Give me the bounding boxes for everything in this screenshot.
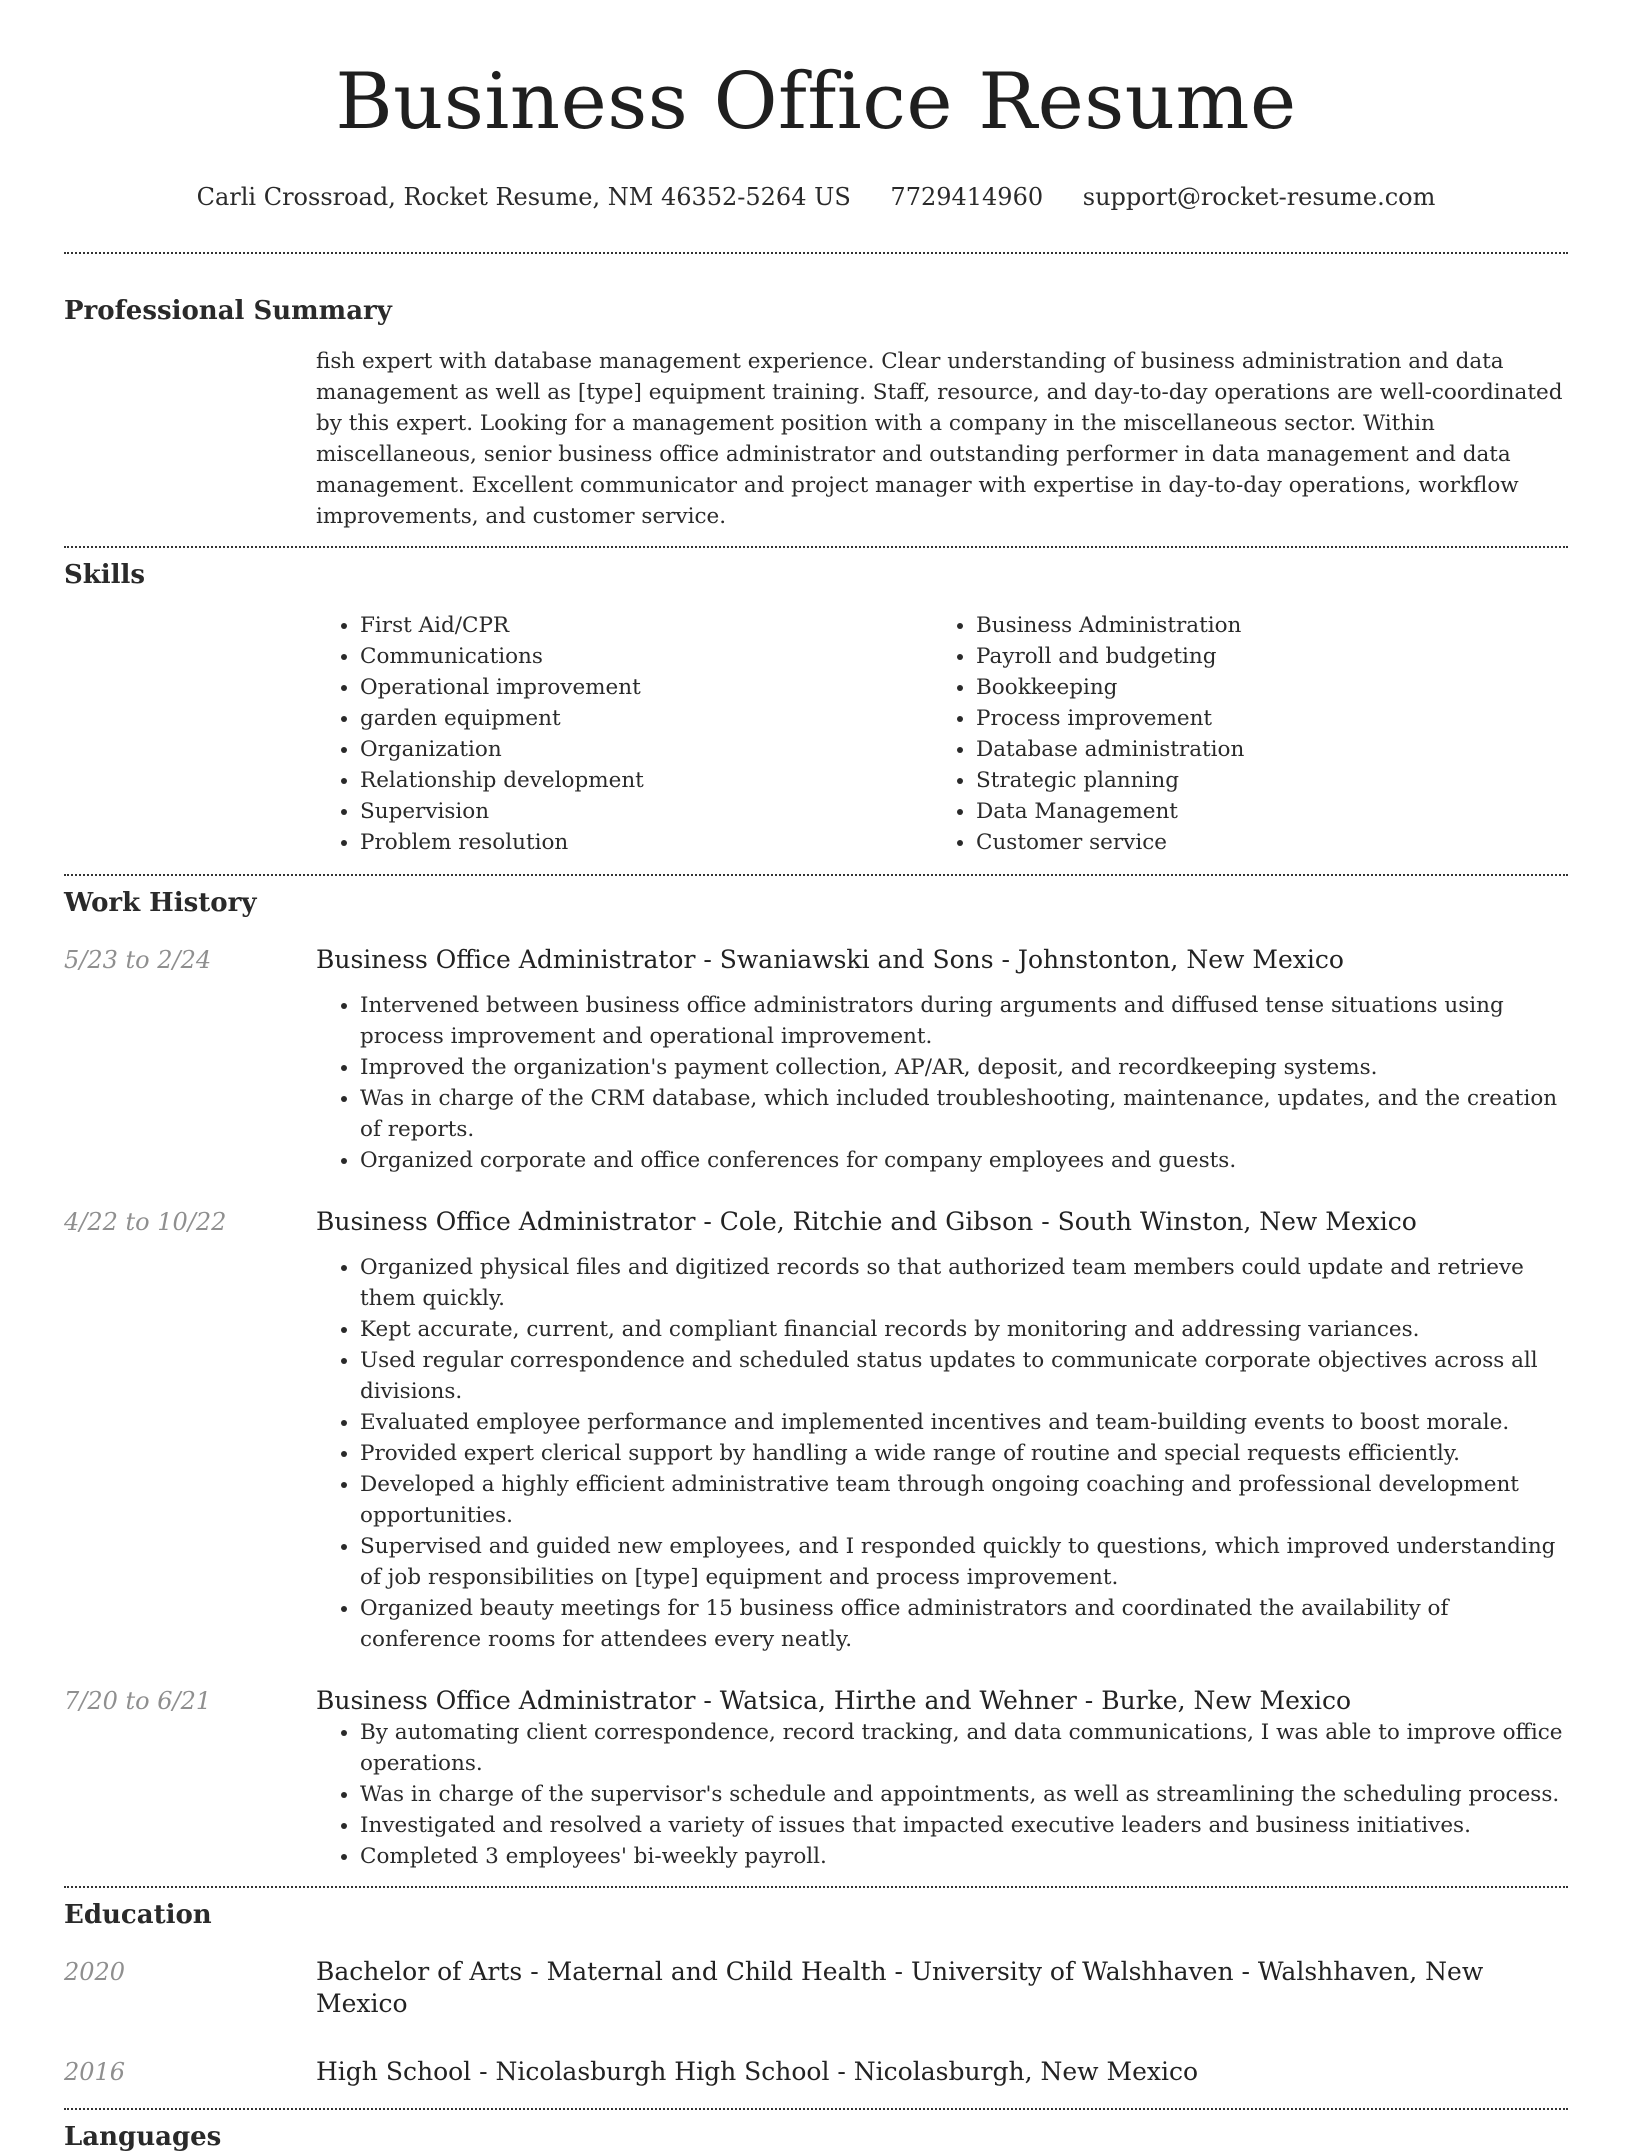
- job-title: Business Office Administrator - Cole, Ritchie and Gibson - South Winston, New Mexico: [316, 1207, 1417, 1236]
- list-item: • Organized physical files and digitized records so that authorized team members could update and retrieve them quickly.: [360, 1252, 1568, 1314]
- summary-content: [316, 346, 1568, 532]
- divider: [64, 2108, 1568, 2110]
- list-item: • Customer service: [976, 827, 1548, 858]
- list-item: • Organized beauty meetings for 15 business office administrators and coordinated the availability of conference rooms for attendees every neatly.: [360, 1593, 1568, 1655]
- summary-spacer: [64, 346, 316, 532]
- education-heading: Education: [64, 1900, 212, 1930]
- skills-list-left: [316, 610, 932, 858]
- skills-spacer: [64, 610, 316, 858]
- job-content: [316, 1206, 1568, 1655]
- resume-title: Business Office Resume: [335, 57, 1297, 147]
- skills-lists: [316, 610, 1568, 858]
- languages-section: [64, 2120, 1568, 2154]
- education-text: Bachelor of Arts - Maternal and Child Health - University of Walshhaven - Walshhaven, New Mexico: [316, 1957, 1484, 2018]
- education-section: [64, 1898, 1568, 2088]
- list-item: • Bookkeeping: [976, 672, 1548, 703]
- job-content: [316, 944, 1568, 1176]
- job-entry: [64, 1685, 1568, 1872]
- summary-section: [64, 294, 1568, 532]
- skills-heading: Skills: [64, 560, 146, 590]
- job-content: [316, 1685, 1568, 1872]
- list-item: • First Aid/CPR: [360, 610, 932, 641]
- list-item: • Communications: [360, 641, 932, 672]
- job-entry: [64, 1206, 1568, 1655]
- summary-row: [64, 346, 1568, 532]
- divider: [64, 252, 1568, 254]
- divider: [64, 874, 1568, 876]
- work-section: [64, 886, 1568, 1872]
- education-year: 2016: [64, 2058, 126, 2086]
- job-dates: 5/23 to 2/24: [64, 946, 212, 974]
- list-item: • Used regular correspondence and scheduled status updates to communicate corporate objectives across all divisions.: [360, 1345, 1568, 1407]
- divider: [64, 546, 1568, 548]
- list-item: • By automating client correspondence, record tracking, and data communications, I was able to improve office operations.: [360, 1717, 1568, 1779]
- list-item: • Relationship development: [360, 765, 932, 796]
- list-item: • Organization: [360, 734, 932, 765]
- list-item: • Evaluated employee performance and implemented incentives and team-building events to boost morale.: [360, 1407, 1568, 1438]
- work-heading: Work History: [64, 888, 257, 918]
- list-item: • Intervened between business office administrators during arguments and diffused tense situations using process improvement and operational improvement.: [360, 990, 1568, 1052]
- education-entry: [64, 2056, 1568, 2088]
- education-text: High School - Nicolasburgh High School - Nicolasburgh, New Mexico: [316, 2057, 1199, 2086]
- summary-text: fish expert with database management experience. Clear understanding of business administration and data management as well as [type] equipment training. Staff, resource, and day-to-day operations are well-coordinated by this expert. Looking for a management position with a company in the miscellaneous sector. Within miscellaneous, senior business office administrator and outstanding performer in data management and data management. Excellent communicator and project manager with expertise in day-to-day operations, workflow improvements, and customer service.: [316, 349, 1563, 529]
- list-item: • Was in charge of the CRM database, which included troubleshooting, maintenance, updates, and the creation of reports.: [360, 1083, 1568, 1145]
- languages-heading: Languages: [64, 2122, 222, 2152]
- contact-address: Carli Crossroad, Rocket Resume, NM 46352-5264 US: [196, 183, 851, 211]
- list-item: • Problem resolution: [360, 827, 932, 858]
- list-item: • Supervision: [360, 796, 932, 827]
- list-item: • Developed a highly efficient administrative team through ongoing coaching and professional development opportunities.: [360, 1469, 1568, 1531]
- skills-row: [64, 610, 1568, 858]
- divider: [64, 1886, 1568, 1888]
- list-item: • Completed 3 employees' bi-weekly payroll.: [360, 1841, 1568, 1872]
- job-bullets: [316, 1252, 1568, 1655]
- contact-phone: 7729414960: [890, 183, 1044, 211]
- list-item: • Process improvement: [976, 703, 1548, 734]
- list-item: • Kept accurate, current, and compliant financial records by monitoring and addressing variances.: [360, 1314, 1568, 1345]
- job-dates: 4/22 to 10/22: [64, 1208, 227, 1236]
- list-item: • Was in charge of the supervisor's schedule and appointments, as well as streamlining the scheduling process.: [360, 1779, 1568, 1810]
- job-title: Business Office Administrator - Swaniawski and Sons - Johnstonton, New Mexico: [316, 945, 1344, 974]
- list-item: • garden equipment: [360, 703, 932, 734]
- contact-email: support@rocket-resume.com: [1082, 183, 1436, 211]
- job-dates: 7/20 to 6/21: [64, 1687, 212, 1715]
- skills-list-right: [932, 610, 1548, 858]
- list-item: • Business Administration: [976, 610, 1548, 641]
- list-item: • Strategic planning: [976, 765, 1548, 796]
- list-item: • Operational improvement: [360, 672, 932, 703]
- list-item: • Supervised and guided new employees, and I responded quickly to questions, which improved understanding of job responsibilities on [type] equipment and process improvement.: [360, 1531, 1568, 1593]
- contact-line: [64, 182, 1568, 212]
- list-item: • Payroll and budgeting: [976, 641, 1548, 672]
- list-item: • Database administration: [976, 734, 1548, 765]
- job-title: Business Office Administrator - Watsica, Hirthe and Wehner - Burke, New Mexico: [316, 1686, 1352, 1715]
- job-bullets: [316, 1717, 1568, 1872]
- job-bullets: [316, 990, 1568, 1176]
- list-item: • Investigated and resolved a variety of issues that impacted executive leaders and business initiatives.: [360, 1810, 1568, 1841]
- list-item: • Provided expert clerical support by handling a wide range of routine and special requests efficiently.: [360, 1438, 1568, 1469]
- list-item: • Improved the organization's payment collection, AP/AR, deposit, and recordkeeping systems.: [360, 1052, 1568, 1083]
- job-entry: [64, 944, 1568, 1176]
- summary-heading: Professional Summary: [64, 296, 392, 326]
- list-item: • Organized corporate and office conferences for company employees and guests.: [360, 1145, 1568, 1176]
- education-year: 2020: [64, 1958, 126, 1986]
- skills-section: [64, 558, 1568, 858]
- list-item: • Data Management: [976, 796, 1548, 827]
- education-entry: [64, 1956, 1568, 2020]
